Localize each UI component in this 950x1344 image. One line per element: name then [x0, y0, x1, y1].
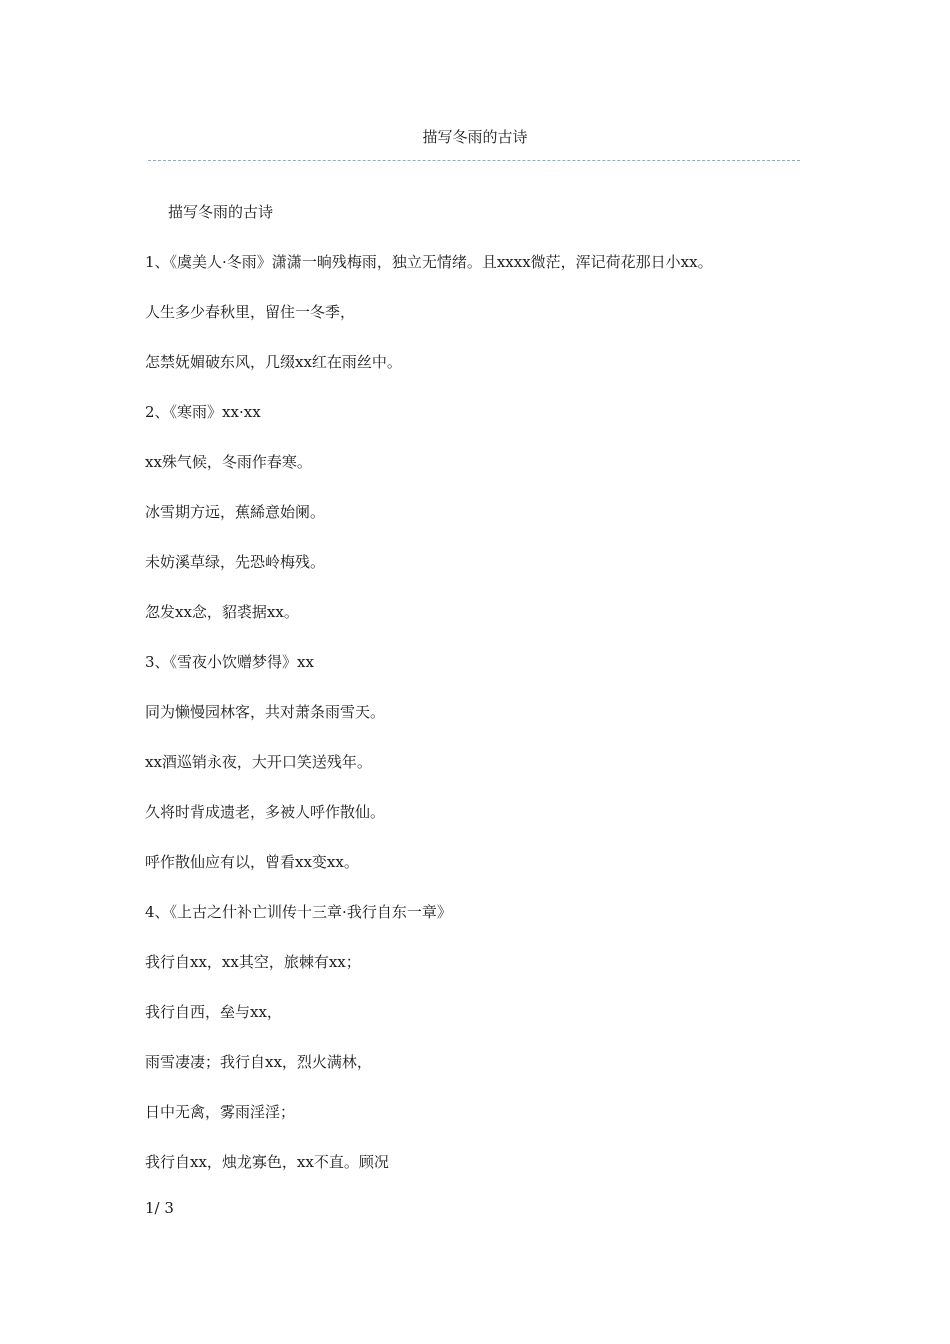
text-line: 雨雪凄凄；我行自xx，烈火满林，	[145, 1053, 372, 1071]
text-line: 久将时背成遗老，多被人呼作散仙。	[145, 803, 386, 821]
text-line: 人生多少春秋里，留住一冬季，	[145, 303, 356, 321]
text-line: 冰雪期方远，蕉絺意始阑。	[145, 503, 326, 521]
header-divider	[148, 160, 800, 161]
document-title: 描写冬雨的古诗	[168, 203, 274, 221]
text-line: 未妨溪草绿，先恐岭梅残。	[145, 553, 326, 571]
text-line: 3、《雪夜小饮赠梦得》xx	[145, 653, 314, 671]
text-line: 忽发xx念，貂裘据xx。	[145, 603, 299, 621]
text-line: 4、《上古之什补亡训传十三章·我行自东一章》	[145, 903, 452, 921]
text-line: 呼作散仙应有以，曾看xx变xx。	[145, 853, 359, 871]
text-line: 2、《寒雨》xx·xx	[145, 403, 261, 421]
text-line: xx殊气候，冬雨作春寒。	[145, 453, 312, 471]
text-line: 1、《虞美人·冬雨》潇潇一晌残梅雨，独立无情绪。且xxxx微茫，浑记荷花那日小xx。	[145, 253, 713, 271]
text-line: xx酒巡销永夜，大开口笑送残年。	[145, 753, 372, 771]
text-line: 怎禁妩媚破东风，几缀xx红在雨丝中。	[145, 353, 402, 371]
text-line: 同为懒慢园林客，共对萧条雨雪天。	[145, 703, 386, 721]
page-number: 1/ 3	[145, 1199, 174, 1217]
text-line: 我行自xx，xx其空，旅棘有xx；	[145, 953, 361, 971]
text-line: 我行自xx，烛龙寡色，xx不直。顾况	[145, 1153, 389, 1171]
text-line: 日中无禽，雾雨淫淫；	[145, 1103, 296, 1121]
poem-body	[145, 251, 825, 1201]
text-line: 我行自西，垒与xx，	[145, 1003, 282, 1021]
header-title: 描写冬雨的古诗	[422, 128, 528, 146]
